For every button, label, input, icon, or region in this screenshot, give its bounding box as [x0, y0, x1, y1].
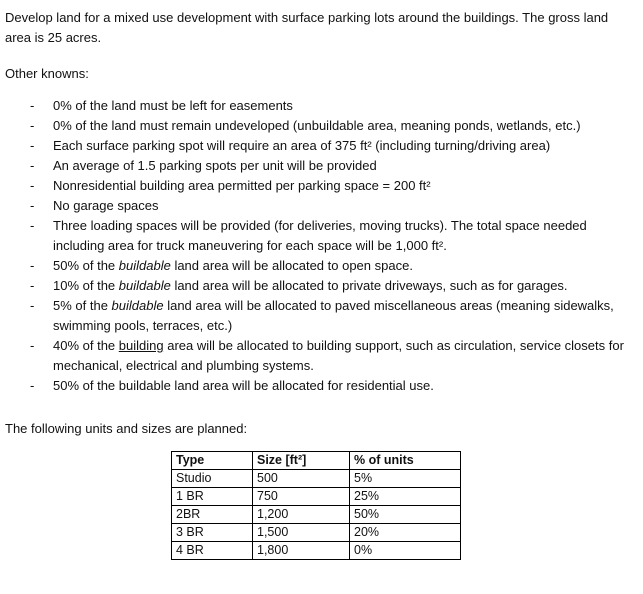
list-item: - 50% of the buildable land area will be allocated to open space. — [0, 256, 643, 276]
column-header-type: Type — [172, 452, 253, 470]
emphasis-building: building — [118, 338, 164, 353]
list-item: - 5% of the buildable land area will be allocated to paved miscellaneous areas (meaning sidewalks, swimming pools, terraces, etc.) — [30, 298, 614, 333]
table-cell: 1,200 — [253, 506, 350, 524]
table-cell: Studio — [172, 470, 253, 488]
bullet-dash: - — [30, 198, 35, 213]
list-item: - 50% of the buildable land area will be allocated for residential use. — [0, 376, 643, 396]
other-knowns-heading: Other knowns: — [5, 66, 89, 81]
list-item: - Nonresidential building area permitted per parking space = 200 ft² — [0, 176, 643, 196]
bullet-dash: - — [30, 178, 35, 193]
table-row — [172, 506, 461, 524]
table-cell: 0% — [350, 542, 461, 560]
emphasis-buildable: buildable — [111, 298, 164, 313]
list-item: - 10% of the buildable land area will be allocated to private driveways, such as for garages. — [0, 276, 643, 296]
table-cell: 1,800 — [253, 542, 350, 560]
table-row — [172, 470, 461, 488]
bullet-dash: - — [30, 158, 35, 173]
table-cell: 1,500 — [253, 524, 350, 542]
bullet-dash: - — [30, 378, 35, 393]
table-header-row — [172, 452, 461, 470]
column-header-size: Size [ft²] — [253, 452, 350, 470]
table-cell: 750 — [253, 488, 350, 506]
table-cell: 5% — [350, 470, 461, 488]
intro-paragraph: Develop land for a mixed use development with surface parking lots around the buildings. The gross land area is 25 acres. — [5, 10, 609, 45]
list-item: - Three loading spaces will be provided (for deliveries, moving trucks). The total space needed including area for truck maneuvering for each space will be 1,000 ft². — [30, 218, 587, 253]
bullet-dash: - — [30, 138, 35, 153]
table-row — [172, 488, 461, 506]
table-row — [172, 524, 461, 542]
table-cell: 2BR — [172, 506, 253, 524]
table-cell: 25% — [350, 488, 461, 506]
bullet-dash: - — [30, 118, 35, 133]
table-cell: 20% — [350, 524, 461, 542]
bullet-dash: - — [30, 338, 35, 353]
bullet-dash: - — [30, 218, 35, 233]
knowns-list — [0, 96, 643, 396]
table-cell: 500 — [253, 470, 350, 488]
table-cell: 1 BR — [172, 488, 253, 506]
list-item: - 0% of the land must be left for easements — [0, 96, 643, 116]
list-item: - An average of 1.5 parking spots per unit will be provided — [0, 156, 643, 176]
bullet-dash: - — [30, 98, 35, 113]
bullet-dash: - — [30, 298, 35, 313]
list-item: - 0% of the land must remain undeveloped (unbuildable area, meaning ponds, wetlands, etc.) — [0, 116, 643, 136]
bullet-dash: - — [30, 258, 35, 273]
table-row — [172, 542, 461, 560]
bullet-dash: - — [30, 278, 35, 293]
table-cell: 50% — [350, 506, 461, 524]
planned-units-heading: The following units and sizes are planned: — [5, 421, 248, 436]
list-item: - 40% of the building area will be allocated to building support, such as circulation, service closets for mechanical, electrical and plumbing systems. — [30, 338, 624, 373]
list-item: - Each surface parking spot will require an area of 375 ft² (including turning/driving area) — [0, 136, 643, 156]
table-cell: 4 BR — [172, 542, 253, 560]
list-item: - No garage spaces — [0, 196, 643, 216]
emphasis-buildable: buildable — [118, 278, 171, 293]
emphasis-buildable: buildable — [118, 258, 171, 273]
units-table — [171, 451, 461, 560]
column-header-percent: % of units — [350, 452, 461, 470]
table-cell: 3 BR — [172, 524, 253, 542]
